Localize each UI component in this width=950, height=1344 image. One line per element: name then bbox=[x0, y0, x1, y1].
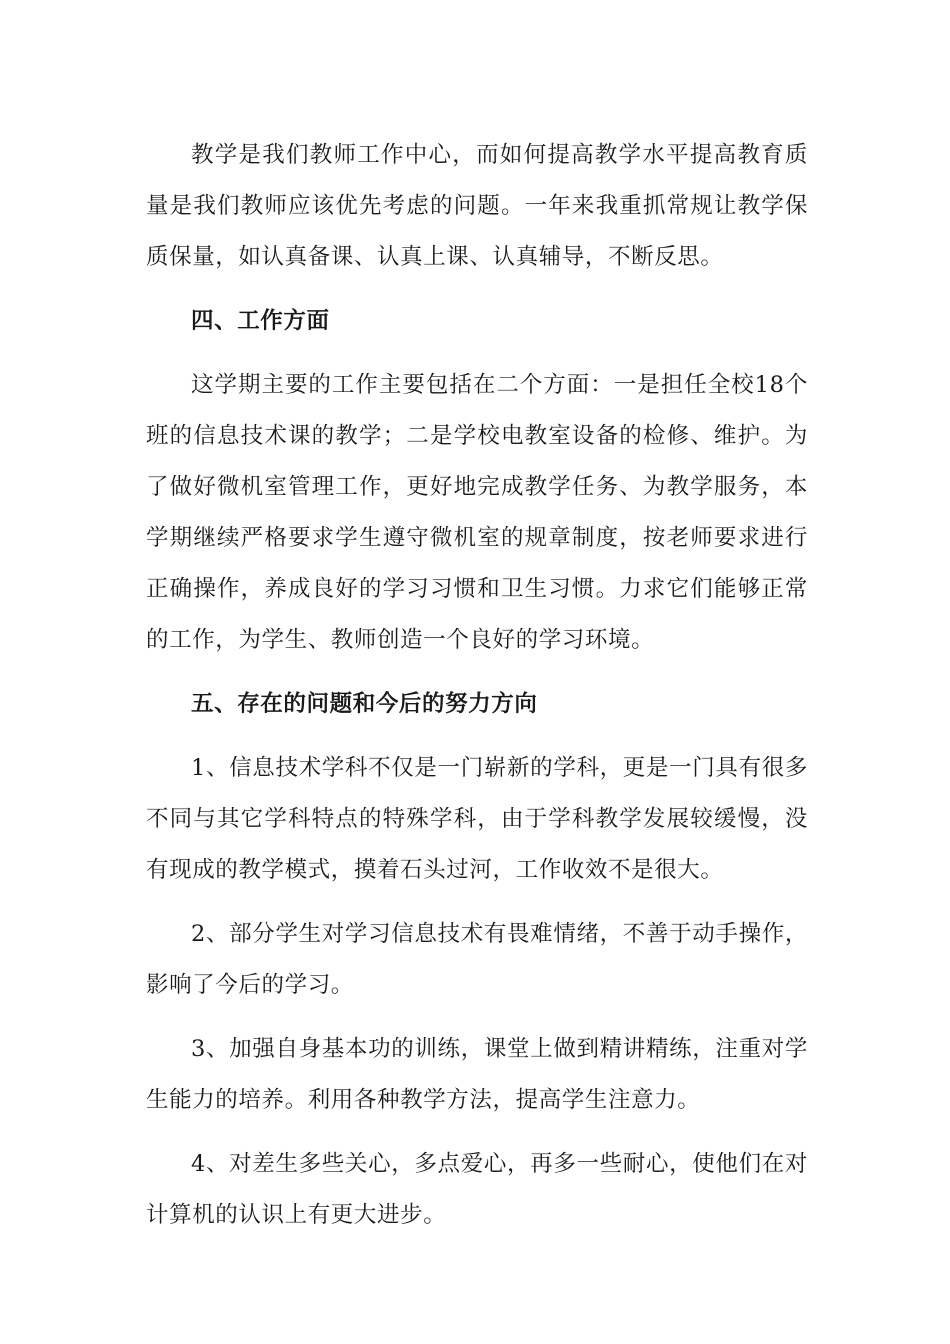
paragraph-problem-3: 3、加强自身基本功的训练，课堂上做到精讲精练，注重对学生能力的培养。利用各种教学方法，提高学生注意力。 bbox=[146, 1036, 808, 1113]
document-body bbox=[146, 130, 808, 1254]
paragraph-problem-2: 2、部分学生对学习信息技术有畏难情绪，不善于动手操作，影响了今后的学习。 bbox=[146, 921, 808, 998]
paragraph-work: 这学期主要的工作主要包括在二个方面：一是担任全校18个班的信息技术课的教学；二是学校电教室设备的检修、维护。为了做好微机室管理工作，更好地完成教学任务、为教学服务，本学期继续严格要求学生遵守微机室的规章制度，按老师要求进行正确操作，养成良好的学习习惯和卫生习惯。力求它们能够正常的工作，为学生、教师创造一个良好的学习环境。 bbox=[146, 372, 808, 653]
paragraph-problem-4: 4、对差生多些关心，多点爱心，再多一些耐心，使他们在对计算机的认识上有更大进步。 bbox=[146, 1151, 808, 1228]
section-heading-work: 四、工作方面 bbox=[191, 308, 330, 334]
paragraph-teaching: 教学是我们教师工作中心，而如何提高教学水平提高教育质量是我们教师应该优先考虑的问题。一年来我重抓常规让教学保质保量，如认真备课、认真上课、认真辅导，不断反思。 bbox=[146, 142, 808, 270]
paragraph-problem-1: 1、信息技术学科不仅是一门崭新的学科，更是一门具有很多不同与其它学科特点的特殊学科，由于学科教学发展较缓慢，没有现成的教学模式，摸着石头过河，工作收效不是很大。 bbox=[146, 755, 808, 883]
section-heading-problems: 五、存在的问题和今后的努力方向 bbox=[191, 691, 538, 717]
